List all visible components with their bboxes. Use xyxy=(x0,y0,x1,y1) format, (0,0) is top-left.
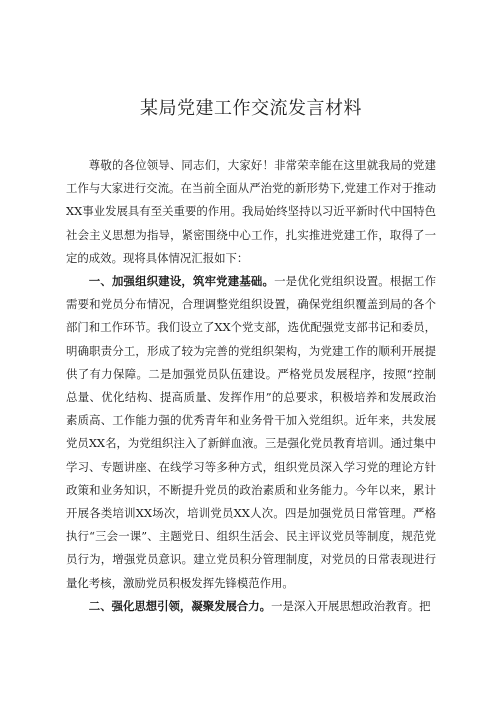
intro-paragraph: 尊敬的各位领导、同志们，大家好！非常荣幸能在这里就我局的党建工作与大家进行交流。在当前全面从严治党的新形势下,党建工作对于推动XX事业发展具有至关重要的作用。我局始终坚持以习近平新时代中国特色社会主义思想为指导，紧密围绕中心工作，扎实推进党建工作，取得了一定的成效。现将具体情况汇报如下： xyxy=(66,158,436,265)
document-body xyxy=(66,154,436,618)
section-1-text: 一是优化党组织设置。根据工作需要和党员分布情况，合理调整党组织设置，确保党组织覆盖到局的各个部门和工作环节。我们设立了XX个党支部，选优配强党支部书记和委员，明确职责分工，形成了较为完善的党组织架构，为党建工作的顺利开展提供了有力保障。二是加强党员队伍建设。严格党员发展程序，按照“控制总量、优化结构、提高质量、发挥作用”的总要求，积极培养和发展政治素质高、工作能力强的优秀青年和业务骨干加入党组织。近年来，共发展党员XX名，为党组织注入了新鲜血液。三是强化党员教育培训。通过集中学习、专题讲座、在线学习等多种方式，组织党员深入学习党的理论方针政策和业务知识，不断提升党员的政治素质和业务能力。今年以来，累计开展各类培训XX场次，培训党员XX人次。四是加强党员日常管理。严格执行“三会一课”、主题党日、组织生活会、民主评议党员等制度，规范党员行为，增强党员意识。建立党员积分管理制度，对党员的日常表现进行量化考核，激励党员积极发挥先锋模范作用。 xyxy=(66,274,436,590)
section-1-heading: 一、加强组织建设，筑牢党建基础。 xyxy=(88,274,275,289)
section-2-heading: 二、强化思想引领，凝聚发展合力。 xyxy=(88,598,272,613)
section-2-text: 一是深入开展思想政治教育。把 xyxy=(271,598,431,613)
document-title: 某局党建工作交流发言材料 xyxy=(140,98,362,119)
section-2-paragraph xyxy=(66,595,436,618)
section-1-paragraph xyxy=(66,270,436,595)
